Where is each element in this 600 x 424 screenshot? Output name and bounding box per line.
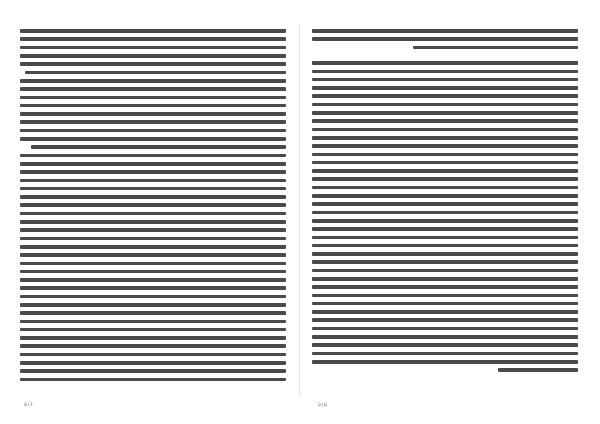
- text-line: [312, 128, 578, 134]
- text-line: [20, 270, 286, 276]
- text-line: [312, 236, 578, 242]
- text-line: [312, 219, 578, 225]
- text-line: [20, 29, 286, 35]
- text-line: [20, 320, 286, 326]
- text-line: [20, 353, 286, 359]
- page-number-right: ۵۱۵: [318, 402, 328, 408]
- text-line: [312, 111, 578, 117]
- text-line: [20, 262, 286, 268]
- text-line: [20, 137, 286, 143]
- text-line: [20, 129, 286, 135]
- text-line: [312, 119, 578, 125]
- text-line: [20, 245, 286, 251]
- text-line: [312, 227, 578, 233]
- text-line: [312, 29, 578, 35]
- text-line: [312, 46, 578, 52]
- text-line: [312, 169, 578, 175]
- text-line: [312, 94, 578, 100]
- text-line: [312, 318, 578, 324]
- text-line: [312, 70, 578, 76]
- text-line: [312, 103, 578, 109]
- text-line: [20, 295, 286, 301]
- text-line: [312, 78, 578, 84]
- text-line: [312, 269, 578, 275]
- text-line: [20, 237, 286, 243]
- text-line: [20, 328, 286, 334]
- text-line: [20, 361, 286, 367]
- text-line: [312, 244, 578, 250]
- text-line: [20, 46, 286, 52]
- page-number-left: ۵۱۶: [24, 402, 34, 408]
- text-line: [312, 352, 578, 358]
- text-line: [312, 161, 578, 167]
- text-line: [20, 87, 286, 93]
- text-line: [312, 61, 578, 67]
- text-line: [312, 260, 578, 266]
- text-line: [20, 112, 286, 118]
- text-line: [20, 104, 286, 110]
- text-line: [20, 195, 286, 201]
- text-line: [20, 278, 286, 284]
- text-line: [312, 327, 578, 333]
- text-line: [20, 62, 286, 68]
- text-line: [20, 220, 286, 226]
- text-line: [312, 153, 578, 159]
- text-line: [20, 203, 286, 209]
- text-line: [20, 187, 286, 193]
- text-line: [20, 71, 286, 77]
- text-line: [20, 79, 286, 85]
- text-line: [312, 343, 578, 349]
- text-line: [20, 179, 286, 185]
- text-line: [20, 369, 286, 375]
- text-line: [312, 86, 578, 92]
- text-line: [312, 186, 578, 192]
- text-line: [312, 302, 578, 308]
- text-line: [20, 344, 286, 350]
- text-line: [312, 37, 578, 43]
- text-line: [20, 228, 286, 234]
- text-line: [20, 253, 286, 259]
- text-line: [20, 336, 286, 342]
- text-line: [20, 303, 286, 309]
- text-line: [312, 177, 578, 183]
- text-line: [20, 154, 286, 160]
- text-line: [312, 252, 578, 258]
- text-line: [20, 286, 286, 292]
- text-line: [312, 335, 578, 341]
- text-line: [20, 170, 286, 176]
- text-line: [312, 368, 578, 374]
- text-line: [20, 37, 286, 43]
- right-page-text: [312, 28, 578, 388]
- text-line: [312, 202, 578, 208]
- text-line: [312, 144, 578, 150]
- text-line: [20, 311, 286, 317]
- text-line: [20, 96, 286, 102]
- gutter-divider: [299, 24, 300, 396]
- text-line: [312, 277, 578, 283]
- text-line: [20, 212, 286, 218]
- text-line: [312, 310, 578, 316]
- text-line: [312, 211, 578, 217]
- text-line: [20, 120, 286, 126]
- text-line: [312, 294, 578, 300]
- left-page-text: [20, 28, 286, 388]
- text-line: [20, 162, 286, 168]
- text-line: [312, 285, 578, 291]
- text-line: [20, 145, 286, 151]
- text-line: [20, 378, 286, 384]
- text-line: [312, 194, 578, 200]
- text-line: [20, 54, 286, 60]
- text-line: [312, 360, 578, 366]
- text-line: [312, 136, 578, 142]
